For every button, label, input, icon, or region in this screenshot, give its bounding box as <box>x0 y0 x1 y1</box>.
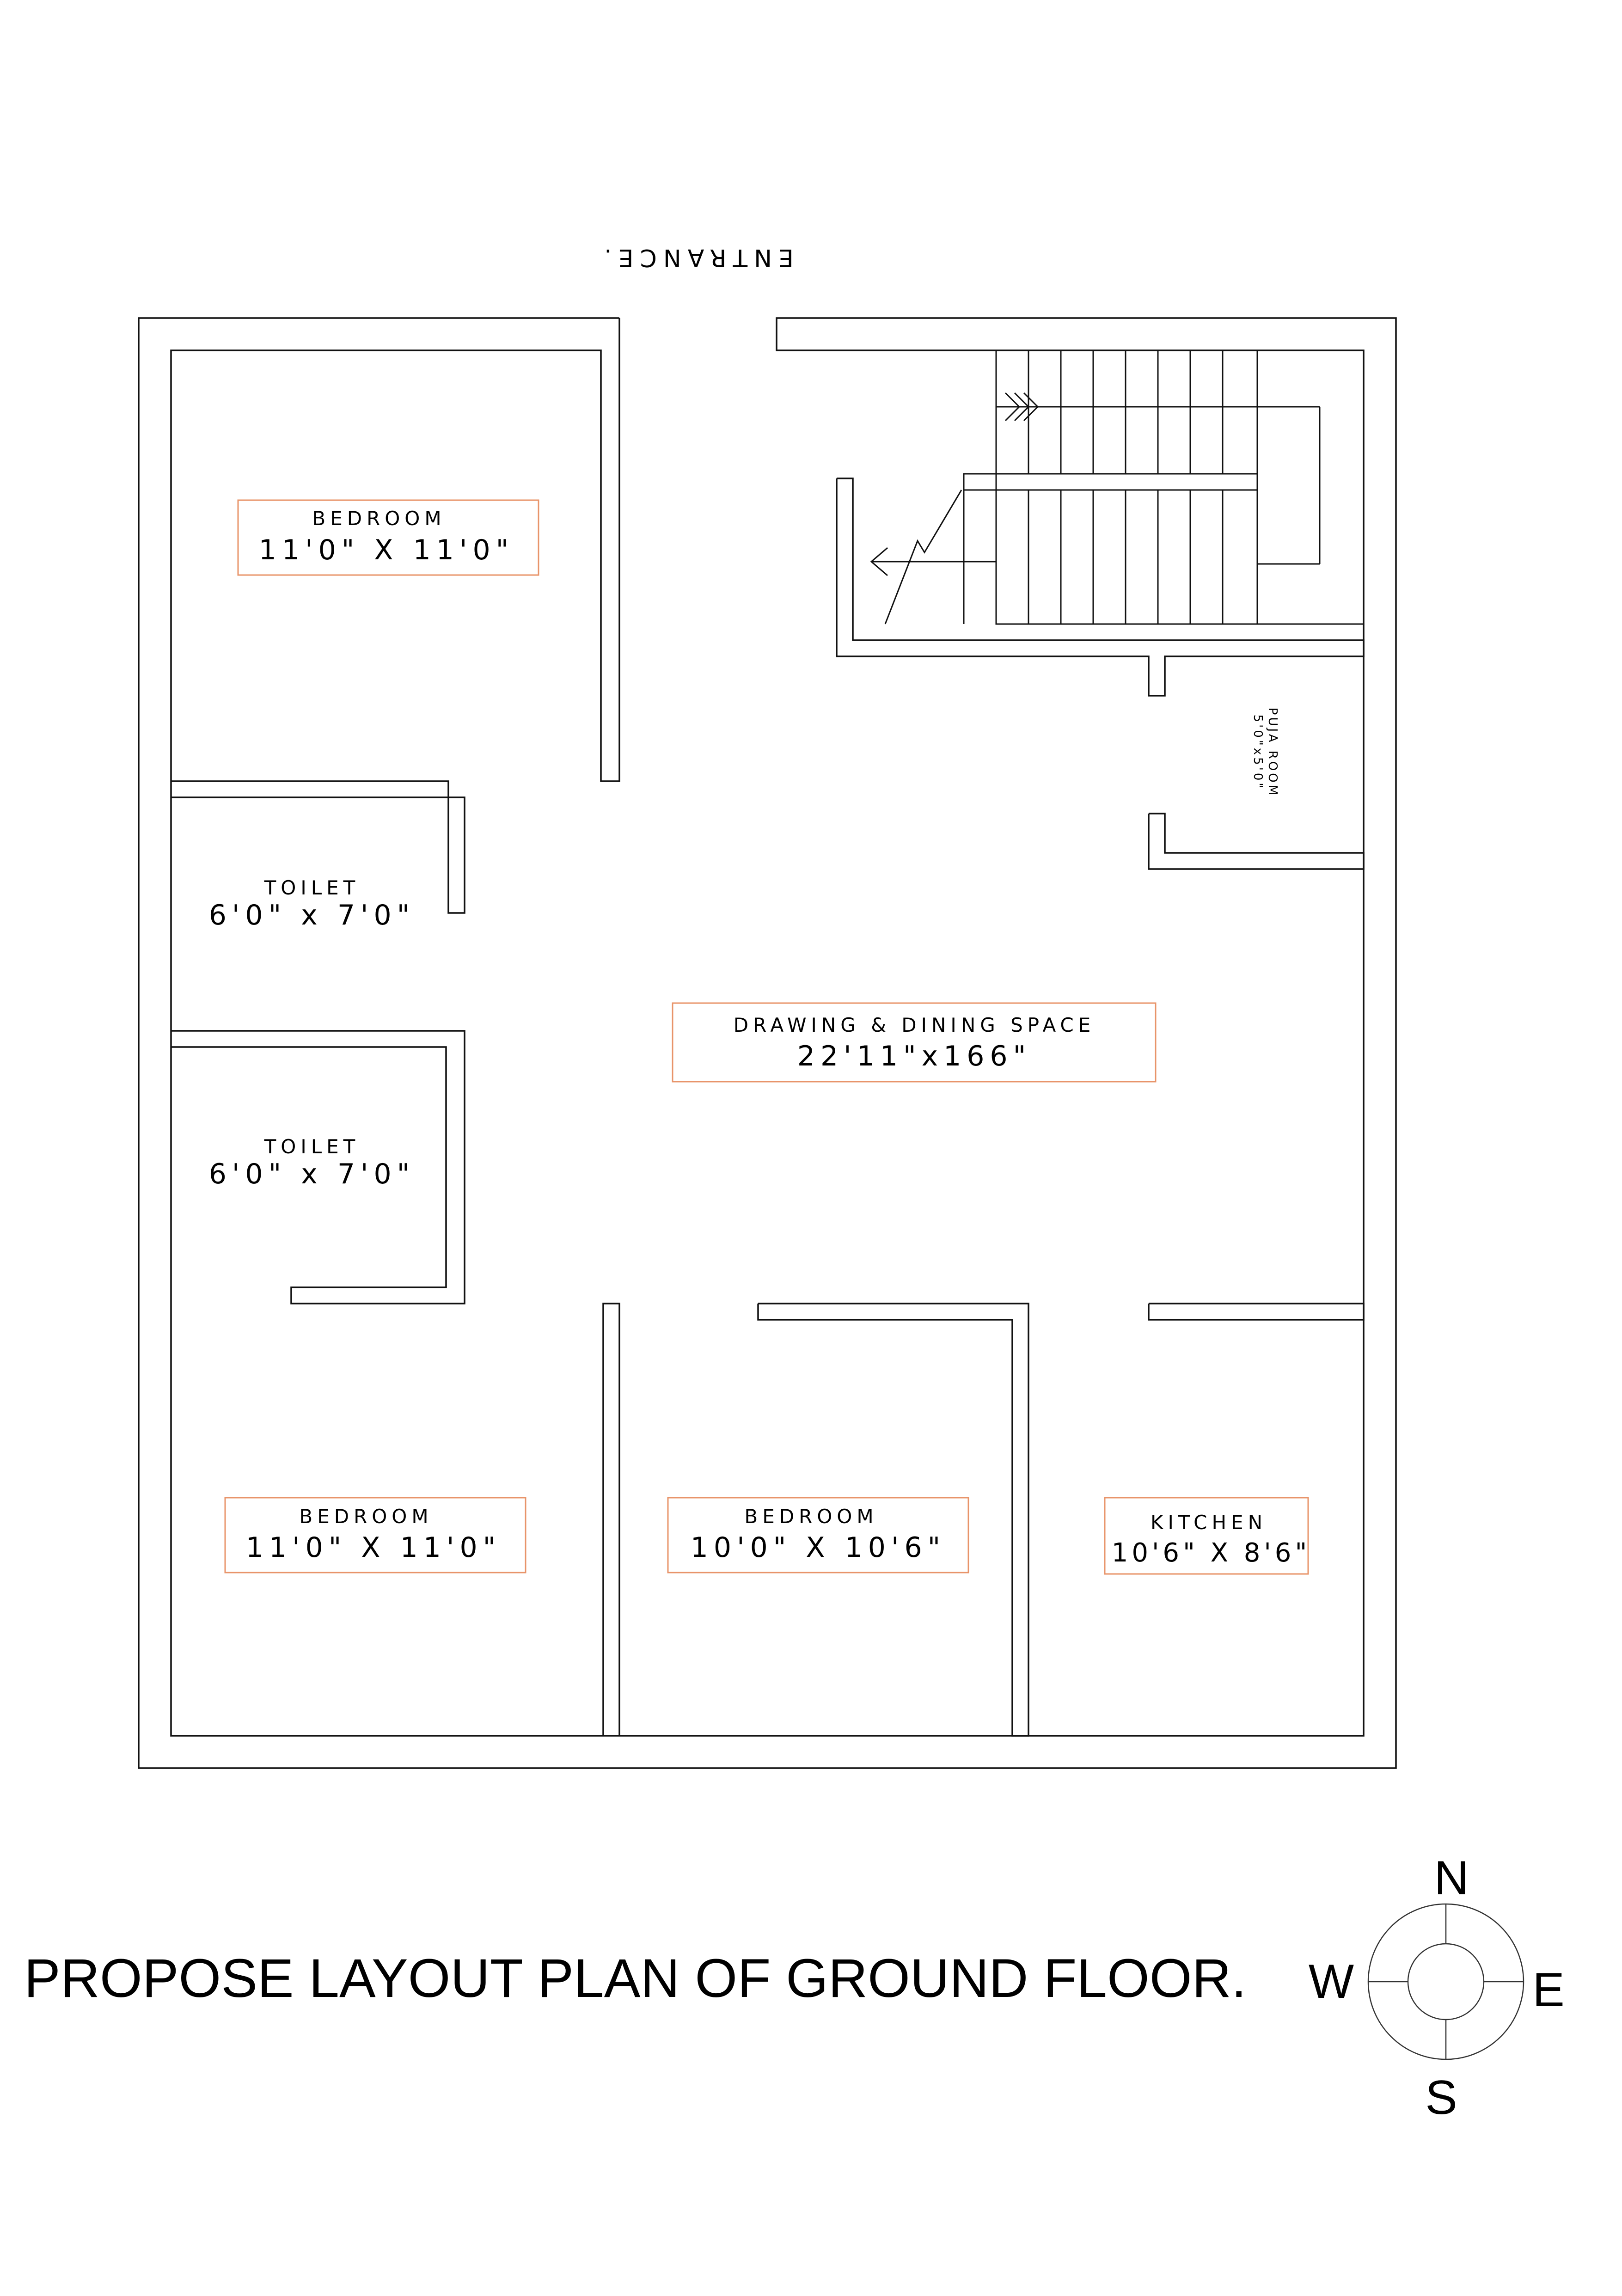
compass <box>1309 1851 1565 2125</box>
compass-south: S <box>1425 2071 1457 2125</box>
room-label-bedroom-2 <box>225 1498 526 1573</box>
room-name: TOILET <box>264 876 360 899</box>
entrance-label: ENTRANCE. <box>598 244 794 271</box>
room-size: 10'6" X 8'6" <box>1111 1538 1311 1568</box>
room-label-toilet-1 <box>209 876 416 931</box>
room-label-puja-room <box>1251 708 1279 797</box>
puja-room-walls <box>837 478 1364 869</box>
room-size: 6'0" x 7'0" <box>208 1158 416 1190</box>
room-label-kitchen <box>1105 1498 1310 1574</box>
compass-north: N <box>1434 1851 1469 1905</box>
stair-break-line <box>885 490 961 624</box>
stair-treads-lower <box>996 490 1257 624</box>
room-name: BEDROOM <box>312 507 446 530</box>
compass-west: W <box>1308 1955 1354 2008</box>
room-size: 22'11"x166" <box>797 1040 1032 1072</box>
room-size: 10'0" X 10'6" <box>690 1531 946 1564</box>
room-label-bedroom-1 <box>238 500 539 575</box>
compass-east: E <box>1532 1963 1565 2017</box>
staircase <box>871 350 1364 624</box>
room-size: 5'0"x5'0" <box>1251 714 1265 791</box>
room-size: 11'0" X 11'0" <box>245 1531 502 1564</box>
stair-up-arrow <box>1003 393 1047 421</box>
stair-treads-upper <box>1028 350 1257 474</box>
room-label-toilet-2 <box>209 1135 416 1190</box>
room-name: BEDROOM <box>299 1505 433 1528</box>
stair-down-arrow <box>871 548 996 576</box>
room-name: BEDROOM <box>744 1505 878 1528</box>
room-size: 6'0" x 7'0" <box>208 899 416 931</box>
left-rooms-walls <box>171 781 465 1304</box>
room-name: KITCHEN <box>1151 1511 1267 1534</box>
compass-inner-ring <box>1408 1944 1484 2020</box>
room-name: TOILET <box>264 1135 360 1158</box>
room-name: DRAWING & DINING SPACE <box>733 1014 1096 1036</box>
room-label-drawing-dining <box>673 1003 1156 1082</box>
room-label-bedroom-3 <box>668 1498 968 1573</box>
drawing-title: PROPOSE LAYOUT PLAN OF GROUND FLOOR. <box>24 1948 1247 2009</box>
room-name: PUJA ROOM <box>1266 707 1279 798</box>
room-size: 11'0" X 11'0" <box>258 534 514 566</box>
